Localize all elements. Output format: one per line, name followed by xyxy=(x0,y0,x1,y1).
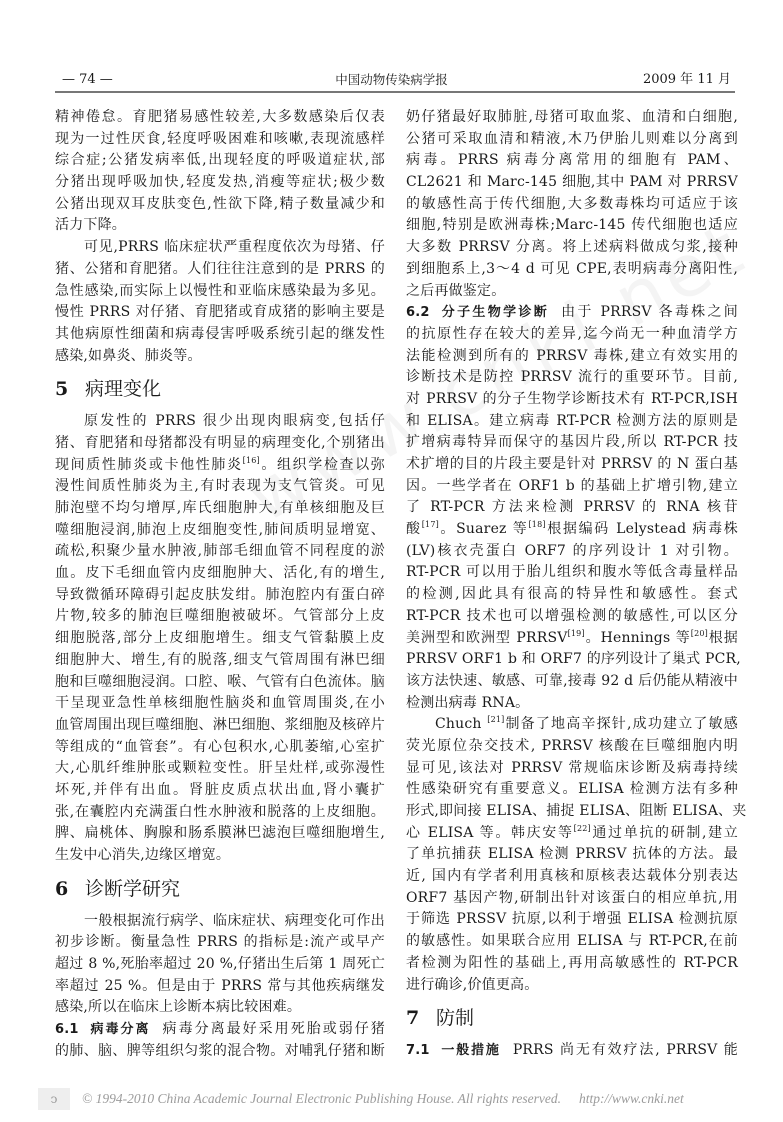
text-line: 到细胞系上,3～4 d 可见 CPE,表明病毒分离阳性, xyxy=(406,260,738,277)
text-segment: 。组织学检查以弥 xyxy=(259,456,385,473)
text-line: 扩增病毒特异而保守的基因片段,所以 RT-PCR 技 xyxy=(406,434,738,451)
cnki-logo-icon: ↄ xyxy=(38,1088,70,1110)
text-line: 生发中心消失,边缘区增宽。 xyxy=(55,847,231,863)
text-segment: PRRS 尚无有效疗法, PRRSV 能 xyxy=(512,1042,738,1059)
text-line: 原发性的 PRRS 很少出现肉眼病变,包括仔 xyxy=(84,413,385,430)
text-segment: 制备了地高辛探针,成功建立了敏感 xyxy=(504,716,738,733)
text-line: 荧光原位杂交技术, PRRSV 核酸在巨噬细胞内明 xyxy=(406,737,738,754)
text-line: 检测出病毒 RNA。 xyxy=(406,694,530,711)
text-line: 血。皮下毛细血管内皮细胞肿大、活化,有的增生, xyxy=(55,565,385,582)
text-line: (LV)核衣壳蛋白 ORF7 的序列设计 1 对引物。 xyxy=(406,542,738,559)
footer-url[interactable]: http://www.cnki.net xyxy=(578,1091,684,1106)
text-segment: 。Suarez 等 xyxy=(438,521,529,538)
text-line: 了单抗捕获 ELISA 检测 PRRSV 抗体的方法。最 xyxy=(406,846,738,863)
text-line xyxy=(55,455,385,477)
text-line: 等组成的“血管套”。有心包积水,心肌萎缩,心室扩 xyxy=(55,738,385,755)
text-line: 坏死,并伴有出血。肾脏皮质点状出血,肾小囊扩 xyxy=(55,781,385,798)
text-line: 显可见,该法对 PRRSV 常规临床诊断及病毒持续 xyxy=(406,759,738,776)
left-column xyxy=(55,107,385,1063)
text-segment: 通过单抗的研制,建立 xyxy=(590,824,739,841)
text-line: 进行确诊,价值更高。 xyxy=(406,976,539,993)
text-line: 的敏感性高于传代细胞,大多数毒株均可适应于该 xyxy=(406,195,738,212)
text-line: 张,在囊腔内充满蛋白性水肿液和脱落的上皮细胞。 xyxy=(55,803,385,820)
text-line xyxy=(406,302,738,324)
text-line: 猪、育肥猪和母猪都没有明显的病理变化,个别猪出 xyxy=(55,434,385,451)
text-line: 现为一过性厌食,轻度呼吸困难和咳嗽,表现流感样 xyxy=(55,130,385,147)
citation-ref: [22] xyxy=(573,823,591,833)
text-line: 该方法快速、敏感、可靠,接毒 92 d 后仍能从精液中 xyxy=(406,672,738,689)
text-line: ORF7 基因产物,研制出针对该蛋白的相应单抗,用 xyxy=(406,889,738,906)
text-line xyxy=(406,714,738,736)
text-line: 形式,即间接 ELISA、捕捉 ELISA、阻断 ELISA、夹 xyxy=(406,803,747,819)
text-line: 感染,如鼻炎、肺炎等。 xyxy=(55,347,202,364)
text-line: 的抗原性存在较大的差异,迄今尚无一种血清学方 xyxy=(406,325,738,342)
text-line: 活力下降。 xyxy=(55,217,126,234)
text-line: 法能检测到所有的 PRRSV 毒株,建立有效实用的 xyxy=(406,347,738,364)
text-segment: 美洲型和欧洲型 PRRSV xyxy=(406,629,568,646)
text-line: RT-PCR 技术也可以增强检测的敏感性,可以区分 xyxy=(406,607,738,624)
text-line: 之后再做鉴定。 xyxy=(406,282,506,299)
citation-ref: [16] xyxy=(242,455,260,465)
text-line xyxy=(55,1019,385,1041)
text-segment: 心 ELISA 等。韩庆安等 xyxy=(406,824,574,841)
text-line: 公猪出现双耳皮肤变色,性欲下降,精子数量减少和 xyxy=(55,195,385,212)
citation-ref: [19] xyxy=(567,628,585,638)
text-line: 的检测,因此具有很高的特异性和敏感性。套式 xyxy=(406,586,738,603)
section-title: 诊断学研究 xyxy=(85,877,181,900)
text-segment: 现间质性肺炎或卡他性肺炎 xyxy=(55,456,243,473)
text-line: 大,心肌纤维肿胀或颗粒变性。肝呈灶样,或弥漫性 xyxy=(55,760,385,777)
text-line: 对 PRRSV 的分子生物学诊断技术有 RT-PCR,ISH xyxy=(406,390,738,407)
text-line: 初步诊断。衡量急性 PRRS 的指标是:流产或早产 xyxy=(55,934,385,951)
issue-date: 2009 年 11 月 xyxy=(642,72,731,87)
subsection-heading: 6.2 xyxy=(406,305,430,321)
text-line: 的敏感性。如果联合应用 ELISA 与 RT-PCR,在前 xyxy=(406,933,738,950)
section-number: 5 xyxy=(55,378,69,401)
footer xyxy=(38,1084,684,1114)
text-line: RT-PCR 可以用于胎儿组织和腹水等低含毒量样品 xyxy=(406,564,738,581)
subsection-heading: 7.1 xyxy=(406,1043,430,1059)
copyright-text: © 1994-2010 China Academic Journal Electronic Publishing House. All rights reserved. xyxy=(82,1091,561,1106)
text-line: 公猪可采取血清和精液,木乃伊胎儿则难以分离到 xyxy=(406,130,738,147)
right-column xyxy=(406,107,747,1062)
journal-title: 中国动物传染病学报 xyxy=(335,72,448,87)
text-line: 细胞肿大、增生,有的脱落,细支气管周围有淋巴细 xyxy=(55,651,385,668)
text-line: 细胞,特别是欧洲毒株;Marc-145 传代细胞也适应 xyxy=(406,217,738,234)
text-line: CL2621 和 Marc-145 细胞,其中 PAM 对 PRRSV xyxy=(406,174,738,191)
text-segment: 根据编码 Lelystead 病毒株 xyxy=(545,521,739,538)
section-title: 病理变化 xyxy=(85,378,162,401)
text-line: 胞和巨噬细胞浸润。口腔、喉、气管有白色流体。脑 xyxy=(55,673,385,690)
section-heading xyxy=(55,367,385,411)
citation-ref: [17] xyxy=(421,520,439,530)
text-segment: 酸 xyxy=(406,521,422,538)
section-number: 7 xyxy=(406,1007,420,1030)
citation-ref: [20] xyxy=(690,628,709,638)
text-line: 疏松,积聚少量水肿液,肺部毛细血管不同程度的淤 xyxy=(55,543,385,560)
text-segment: Chuch xyxy=(435,716,488,733)
text-line: 导致微循环障碍引起皮肤发绀。肺泡腔内有蛋白碎 xyxy=(55,586,385,603)
text-line xyxy=(406,823,738,845)
text-segment: 由于 PRRSV 各毒株之间 xyxy=(561,304,739,321)
text-segment: 病毒分离最好采用死胎或弱仔猪 xyxy=(162,1021,385,1038)
text-line: 近, 国内有学者利用真核和原核表达载体分别表达 xyxy=(406,868,738,885)
text-line: 一般根据流行病学、临床症状、病理变化可作出 xyxy=(84,912,385,929)
text-line: 噬细胞浸润,肺泡上皮细胞变性,肺间质明显增宽、 xyxy=(55,521,385,538)
text-line xyxy=(406,1040,738,1062)
text-line: 综合症;公猪发病率低,出现轻度的呼吸道症状,部 xyxy=(55,152,385,169)
citation-ref: [18] xyxy=(528,520,546,530)
text-line: 病毒。PRRS 病毒分离常用的细胞有 PAM、 xyxy=(406,152,738,169)
text-line: 猪、公猪和育肥猪。人们往往注意到的是 PRRS 的 xyxy=(55,260,385,277)
section-number: 6 xyxy=(55,877,69,900)
header-rule xyxy=(55,91,735,93)
text-line: 奶仔猪最好取肺脏,母猪可取血浆、血清和白细胞, xyxy=(406,109,738,125)
text-line: 分猪出现呼吸加快,轻度发热,消瘦等症状;极少数 xyxy=(55,174,385,191)
text-line: 可见,PRRS 临床症状严重程度依次为母猪、仔 xyxy=(84,239,385,256)
text-line: 性感染研究有重要意义。ELISA 检测方法有多种 xyxy=(406,781,738,798)
subsection-heading: 6.1 xyxy=(55,1022,79,1038)
text-line: 的肺、脑、脾等组织匀浆的混合物。对哺乳仔猪和断 xyxy=(55,1042,385,1059)
text-line: 率超过 25 %。但是由于 PRRS 常与其他疾病继发 xyxy=(55,977,385,994)
text-line: 其他病原性细菌和病毒侵害呼吸系统引起的继发性 xyxy=(55,325,385,342)
text-line: PRRSV ORF1 b 和 ORF7 的序列设计了巢式 PCR, xyxy=(406,651,741,668)
text-line: 感染,所以在临床上诊断本病比较困难。 xyxy=(55,999,302,1016)
subsection-heading: 分子生物学诊断 xyxy=(439,305,550,321)
text-line: 了 RT-PCR 方法来检测 PRRSV 的 RNA 核苷 xyxy=(406,499,738,516)
text-line: 术扩增的目的片段主要是针对 PRRSV 的 N 蛋白基 xyxy=(406,456,738,472)
text-line: 和 ELISA。建立病毒 RT-PCR 检测方法的原则是 xyxy=(406,412,738,429)
text-line: 细胞脱落,部分上皮细胞增生。细支气管黏膜上皮 xyxy=(55,630,385,647)
text-line: 于筛选 PRSSV 抗原,以利于增强 ELISA 检测抗原 xyxy=(406,911,738,928)
text-segment: 根据 xyxy=(708,629,738,646)
text-segment: 。Hennings 等 xyxy=(584,629,691,646)
text-line: 急性感染,而实际上以慢性和亚临床感染最为多见。 xyxy=(55,282,385,299)
text-line: 大多数 PRRSV 分离。将上述病料做成匀浆,接种 xyxy=(406,239,738,256)
section-heading xyxy=(55,867,385,911)
text-line: 慢性 PRRS 对仔猪、育肥猪或育成猪的影响主要是 xyxy=(55,304,385,321)
text-line: 肺泡壁不均匀增厚,库氏细胞肿大,有单核细胞及巨 xyxy=(55,500,385,516)
section-heading xyxy=(406,996,738,1040)
text-line: 因。一些学者在 ORF1 b 的基础上扩增引物,建立 xyxy=(406,477,738,494)
text-line: 超过 8 %,死胎率超过 20 %,仔猪出生后第 1 周死亡 xyxy=(55,956,385,973)
text-line: 脾、扁桃体、胸腺和肠系膜淋巴滤泡巨噬细胞增生, xyxy=(55,825,385,842)
section-title: 防制 xyxy=(436,1007,475,1030)
page-number: — 74 — xyxy=(62,72,113,87)
text-line: 片物,较多的肺泡巨噬细胞被破坏。气管部分上皮 xyxy=(55,608,385,625)
text-line: 诊断技术是防控 PRRSV 流行的重要环节。目前, xyxy=(406,369,738,386)
text-line: 血管周围出现巨噬细胞、淋巴细胞、浆细胞及核碎片 xyxy=(55,716,385,733)
subsection-heading: 病毒分离 xyxy=(88,1022,151,1038)
text-line xyxy=(406,628,738,650)
text-line: 者检测为阳性的基础上,再用高敏感性的 RT-PCR xyxy=(406,954,738,971)
text-line: 干呈现亚急性单核细胞性脑炎和血管周围炎,在小 xyxy=(55,695,385,712)
citation-ref: [21] xyxy=(487,715,505,725)
text-line: 漫性间质性肺炎为主,有时表现为支气管炎。可见 xyxy=(55,478,385,495)
text-line: 精神倦怠。育肥猪易感性较差,大多数感染后仅表 xyxy=(55,109,385,125)
text-line xyxy=(406,519,738,541)
subsection-heading: 一般措施 xyxy=(439,1043,501,1059)
